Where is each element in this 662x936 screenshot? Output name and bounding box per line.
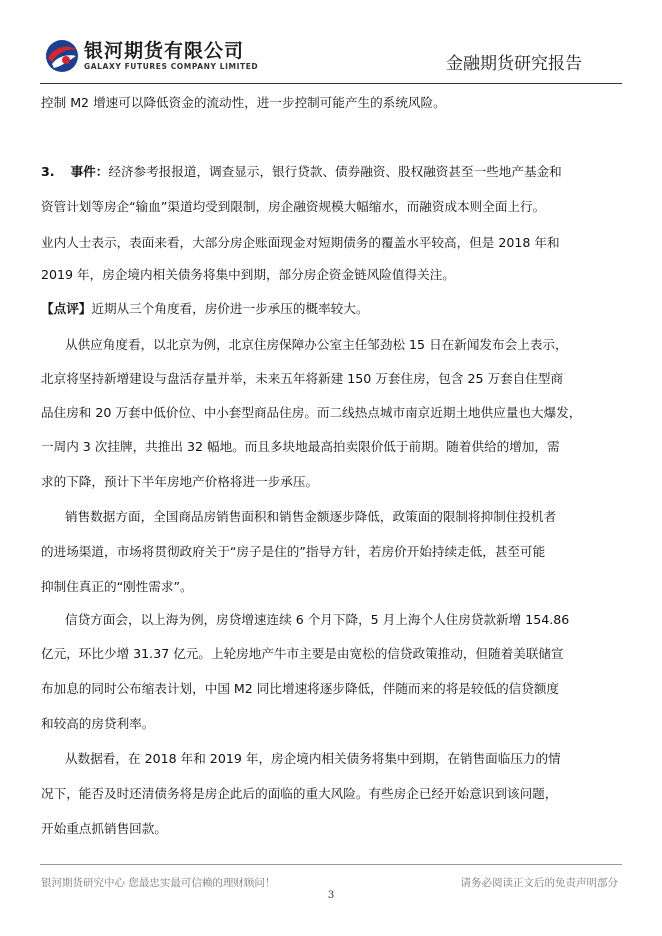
company-name-en: GALAXY FUTURES COMPANY LIMITED [84,62,259,71]
intro-line: 控制 M2 增速可以降低资金的流动性，进一步控制可能产生的系统风险。 [41,95,446,110]
page-header [0,0,662,90]
sales-line-1: 销售数据方面，全国商品房销售面积和销售金额逐步降低，政策面的限制将抑制住投机者 [65,509,557,524]
report-title: 金融期货研究报告 [446,54,582,74]
event-line-4: 2019 年，房企境内相关债务将集中到期，部分房企资金链风险值得关注。 [41,267,455,282]
supply-line-4: 一周内 3 次挂牌，共推出 32 幅地。而且多块地最高拍卖限价低于前期。随着供给的增加，需 [41,439,560,454]
company-name-cn: 银河期货有限公司 [84,40,245,62]
comment-tag: 【点评】 [41,301,92,316]
sales-line-2: 的进场渠道，市场将贯彻政府关于“房子是住的”指导方针，若房价开始持续走低，甚至可能 [41,544,546,559]
credit-line-1: 信贷方面会，以上海为例，房贷增速连续 6 个月下降，5 月上海个人住房贷款新增 154.86 [65,612,570,627]
credit-line-2: 亿元，环比少增 31.37 亿元。上轮房地产牛市主要是由宽松的信贷政策推动，但随着美联储宣 [41,646,564,661]
event-first-line [41,164,562,180]
header-divider [40,83,622,84]
supply-line-2: 北京将坚持新增建设与盘活存量并举，未来五年将新建 150 万套住房，包含 25 万套自住型商 [41,371,564,386]
credit-line-3: 布加息的同时公布缩表计划，中国 M2 同比增速将逐步降低，伴随而来的将是较低的信贷额度 [41,681,560,696]
data-line-2: 况下，能否及时还清债务将是房企此后的面临的重大风险。有些房企已经开始意识到该问题， [41,786,558,801]
comment-line [41,301,368,317]
footer-slogan: 银河期货研究中心 您最忠实最可信赖的理财顾问！ [41,877,276,889]
event-line-1: 经济参考报报道，调查显示，银行贷款、债券融资、股权融资甚至一些地产基金和 [108,164,562,179]
event-line-2: 资管计划等房企“输血”渠道均受到限制，房企融资规模大幅缩水，而融资成本则全面上行。 [41,199,546,214]
supply-line-5: 求的下降，预计下半年房地产价格将进一步承压。 [41,474,319,489]
comment-text: 近期从三个角度看，房价进一步承压的概率较大。 [91,301,369,316]
footer-divider [40,864,622,865]
footer-disclaimer: 请务必阅读正文后的免责声明部分 [460,877,618,889]
data-line-3: 开始重点抓销售回款。 [41,821,167,836]
credit-line-4: 和较高的房贷利率。 [41,716,155,731]
sales-line-3: 抑制住真正的“刚性需求”。 [41,579,193,594]
event-label: 事件： [70,164,109,179]
supply-line-1: 从供应角度看，以北京为例，北京住房保障办公室主任邹劲松 15 日在新闻发布会上表示， [65,337,568,352]
supply-line-3: 品住房和 20 万套中低价位、中小套型商品住房。而二线热点城市南京近期土地供应量也大爆发， [41,405,582,420]
event-number: 3. [41,164,55,179]
event-line-3: 业内人士表示，表面来看，大部分房企账面现金对短期债务的覆盖水平较高，但是 2018 年和 [41,235,560,250]
galaxy-logo-icon [44,38,80,74]
page-number: 3 [327,890,335,901]
data-line-1: 从数据看，在 2018 年和 2019 年，房企境内相关债务将集中到期，在销售面临压力的情 [65,751,561,766]
